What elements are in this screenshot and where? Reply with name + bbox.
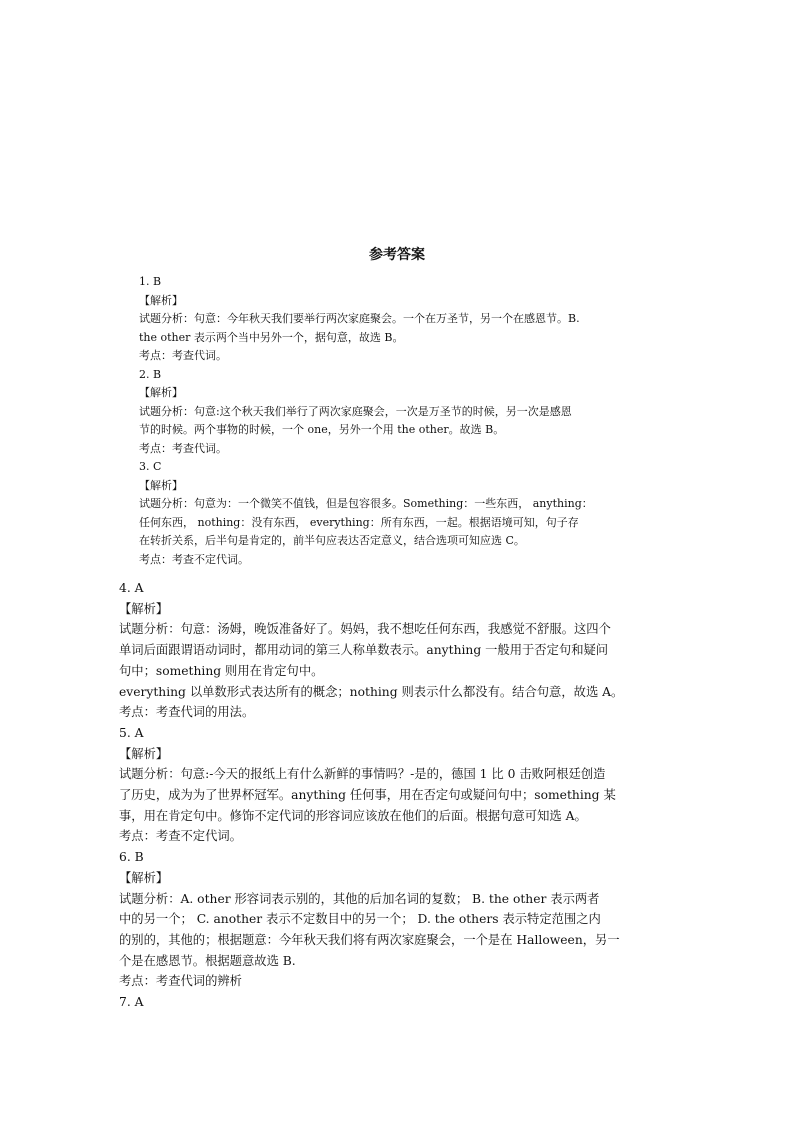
text-line: 6. B <box>119 850 144 865</box>
text-line: 试题分析：句意:-今天的报纸上有什么新鲜的事情吗？-是的，德国 1 比 0 击败阿根廷创造 <box>119 767 606 782</box>
text-line: 1. B <box>139 275 162 288</box>
text-line: 考点：考查代词的用法。 <box>119 705 255 720</box>
text-line: 考点：考查不定代词。 <box>119 829 242 844</box>
text-line: 考点：考查代词。 <box>139 441 227 455</box>
text-line: 7. A <box>119 995 144 1010</box>
text-line: 2. B <box>139 367 162 381</box>
text-line: 试题分析：句意为：一个微笑不值钱，但是包容很多。Something：一些东西， anything： <box>139 497 593 510</box>
text-line: 节的时候。两个事物的时候，一个 one，另外一个用 the other。故选 B。 <box>139 423 505 436</box>
text-line: 4. A <box>119 581 144 595</box>
text-line: 中的另一个； C. another 表示不定数目中的另一个； D. the others 表示特定范围之内 <box>119 912 601 927</box>
text-line: 【解析】 <box>139 478 183 492</box>
text-line: 个是在感恩节。根据题意故选 B. <box>119 953 296 968</box>
text-line: the other 表示两个当中另外一个，据句意，故选 B。 <box>139 330 404 344</box>
text-line: 考点：考查代词。 <box>139 349 227 362</box>
text-line: everything 以单数形式表达所有的概念；nothing 则表示什么都没有。结合句意，故选 A。 <box>119 684 624 699</box>
text-line: 句中；something 则用在肯定句中。 <box>119 663 324 678</box>
text-line: 5. A <box>119 725 144 740</box>
text-line: 考点：考查不定代词。 <box>139 552 249 566</box>
text-line: 任何东西， nothing：没有东西， everything：所有东西，一起。根据语境可知，句子存 <box>139 515 579 529</box>
text-line: 试题分析：句意：汤姆，晚饭准备好了。妈妈，我不想吃任何东西，我感觉不舒服。这四个 <box>119 622 611 637</box>
text-line: 试题分析：句意:这个秋天我们举行了两次家庭聚会，一次是万圣节的时候，另一次是感恩 <box>139 404 572 418</box>
text-line: 了历史，成为为了世界杯冠军。anything 任何事，用在否定句或疑问句中；something 某 <box>119 788 616 803</box>
text-line: 的别的，其他的；根据题意：今年秋天我们将有两次家庭聚会，一个是在 Halloween，另一 <box>119 932 620 947</box>
page-title: 参考答案 <box>369 247 425 263</box>
answer-block-4-7 <box>119 578 679 1013</box>
text-line: 事，用在肯定句中。修饰不定代词的形容词应该放在他们的后面。根据句意可知选 A。 <box>119 808 587 823</box>
text-line: 【解析】 <box>119 601 169 616</box>
text-line: 试题分析：A. other 形容词表示别的，其他的后加名词的复数； B. the other 表示两者 <box>119 891 600 906</box>
text-line: 【解析】 <box>139 293 183 307</box>
answer-block-1-3 <box>139 273 659 569</box>
text-line: 考点：考查代词的辨析 <box>119 974 242 989</box>
text-line: 单词后面跟谓语动词时，都用动词的第三人称单数表示。anything 一般用于否定句和疑问 <box>119 643 609 658</box>
text-line: 【解析】 <box>139 386 183 399</box>
text-line: 3. C <box>139 460 162 473</box>
text-line: 【解析】 <box>119 870 169 885</box>
text-line: 【解析】 <box>119 746 169 761</box>
text-line: 在转折关系，后半句是肯定的，前半句应表达否定意义，结合选项可知应选 C。 <box>139 534 525 547</box>
text-line: 试题分析：句意：今年秋天我们要举行两次家庭聚会。一个在万圣节，另一个在感恩节。B. <box>139 312 580 325</box>
